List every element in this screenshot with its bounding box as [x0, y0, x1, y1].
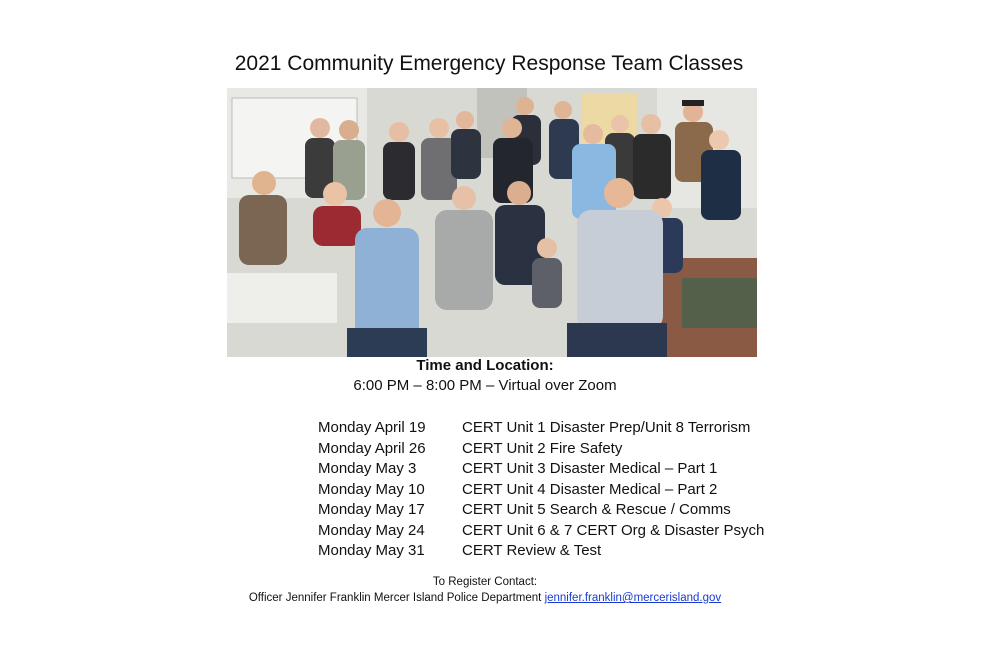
schedule-date: Monday April 26: [318, 439, 426, 457]
schedule-date: Monday May 3: [318, 460, 417, 477]
schedule-row: [318, 521, 788, 542]
class-schedule: [318, 418, 788, 562]
register-email-link[interactable]: jennifer.franklin@mercerisland.gov: [544, 592, 722, 604]
schedule-class: CERT Review & Test: [462, 542, 602, 559]
time-location-text: 6:00 PM – 8:00 PM – Virtual over Zoom: [353, 377, 617, 394]
group-photo: [227, 88, 757, 357]
schedule-row: [318, 418, 788, 439]
time-location-heading: Time and Location:: [416, 357, 554, 374]
schedule-row: [318, 459, 788, 480]
schedule-row: [318, 500, 788, 521]
register-contact-line: [0, 592, 970, 604]
schedule-class: CERT Unit 3 Disaster Medical – Part 1: [462, 460, 718, 477]
schedule-class: CERT Unit 6 & 7 CERT Org & Disaster Psych: [462, 521, 765, 539]
schedule-class: CERT Unit 1 Disaster Prep/Unit 8 Terrorism: [462, 419, 751, 436]
schedule-row: [318, 439, 788, 460]
page-title: 2021 Community Emergency Response Team Classes: [234, 52, 744, 75]
schedule-date: Monday May 31: [318, 542, 425, 559]
schedule-date: Monday May 17: [318, 501, 425, 518]
register-heading: To Register Contact:: [432, 576, 538, 588]
register-contact: Officer Jennifer Franklin Mercer Island Police Department: [248, 592, 542, 604]
schedule-class: CERT Unit 5 Search & Rescue / Comms: [462, 501, 731, 518]
schedule-date: Monday May 24: [318, 521, 425, 539]
schedule-row: [318, 480, 788, 501]
schedule-class: CERT Unit 4 Disaster Medical – Part 2: [462, 480, 718, 498]
schedule-date: Monday May 10: [318, 480, 425, 498]
schedule-row: [318, 541, 788, 562]
schedule-class: CERT Unit 2 Fire Safety: [462, 439, 623, 457]
schedule-date: Monday April 19: [318, 419, 426, 436]
